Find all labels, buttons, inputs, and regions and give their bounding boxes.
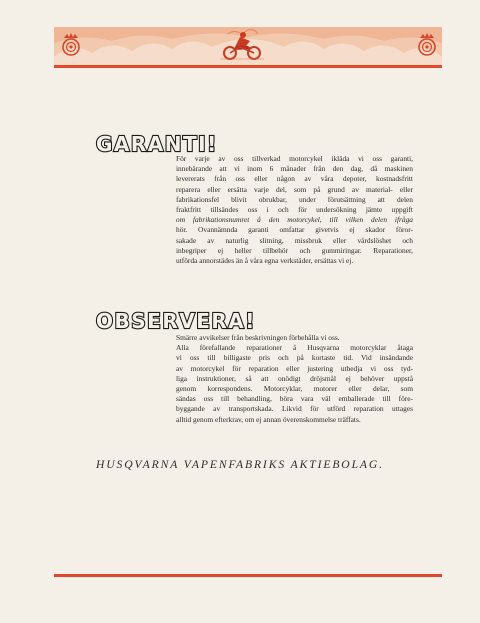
- observera-line: genom korrespondens. Motorcyklar, motorer eller delar, som: [176, 384, 413, 394]
- observera-line: av motorcykel för reparation eller justering utbedja vi oss tyd-: [176, 363, 413, 373]
- motorcycle-rider-icon: [218, 28, 266, 62]
- company-signature: HUSQVARNA VAPENFABRIKS AKTIEBOLAG.: [96, 458, 384, 471]
- garanti-line: reparera eller ersätta varje del, som på grund av material- eller: [176, 184, 413, 194]
- observera-line: alltid genom efterkrav, om ej annan överenskommelse träffats.: [176, 414, 361, 424]
- garanti-line: fraktfritt tillsändes oss i och för undersökning jämte uppgift: [176, 205, 413, 215]
- observera-line: liga instruktioner, så att onödigt dröjsmål ej behöver uppstå: [176, 373, 413, 383]
- garanti-line: hör. Ovannämnda garanti omfattar givetvis ej skador föror-: [176, 225, 413, 235]
- garanti-line: utförda annorstädes än å våra egna verkstäder, ersättas vi ej.: [176, 256, 354, 266]
- header-rule: [54, 65, 442, 68]
- observera-line: vi oss till billigaste pris och på kortaste tid. Vid insändande: [176, 353, 413, 363]
- garanti-line: innebärande att vi inom 6 månader från den dag, då maskinen: [176, 164, 413, 174]
- observera-text: [176, 333, 413, 425]
- observera-line: sändas oss till behandling, böra vara väl emballerade till före-: [176, 394, 413, 404]
- garanti-line: För varje av oss tillverkad motorcykel ikläda vi oss garanti,: [176, 154, 413, 163]
- garanti-line: om fabrikationsnumret å den motorcykel, till vilken delen ifråga: [176, 215, 413, 225]
- garanti-line: fabrikationsfel blivit obrukbar, under förutsättning att delen: [176, 194, 413, 204]
- garanti-line: sakade av naturlig slitning, missbruk eller vårdslöshet och: [176, 235, 413, 245]
- crown-emblem-icon: [60, 31, 82, 57]
- footer-rule: [54, 574, 442, 577]
- observera-line: byggande av transportskada. Likvid för utförd reparation uttages: [176, 404, 413, 414]
- garanti-heading: GARANTI!: [96, 132, 218, 156]
- garanti-line: levererats från oss eller någon av våra depoter, kostnadsfritt: [176, 174, 413, 184]
- garanti-line: inbegriper ej heller tillbehör och gummiringar. Reparationer,: [176, 245, 413, 255]
- crown-emblem-icon: [416, 31, 438, 57]
- garanti-text: [176, 154, 413, 266]
- observera-line: Smärre avvikelser från beskrivningen förbehålla vi oss.: [176, 333, 340, 342]
- observera-line: Alla förefallande reparationer å Husqvarna motorcyklar åtaga: [176, 343, 413, 353]
- observera-heading: OBSERVERA!: [96, 309, 256, 333]
